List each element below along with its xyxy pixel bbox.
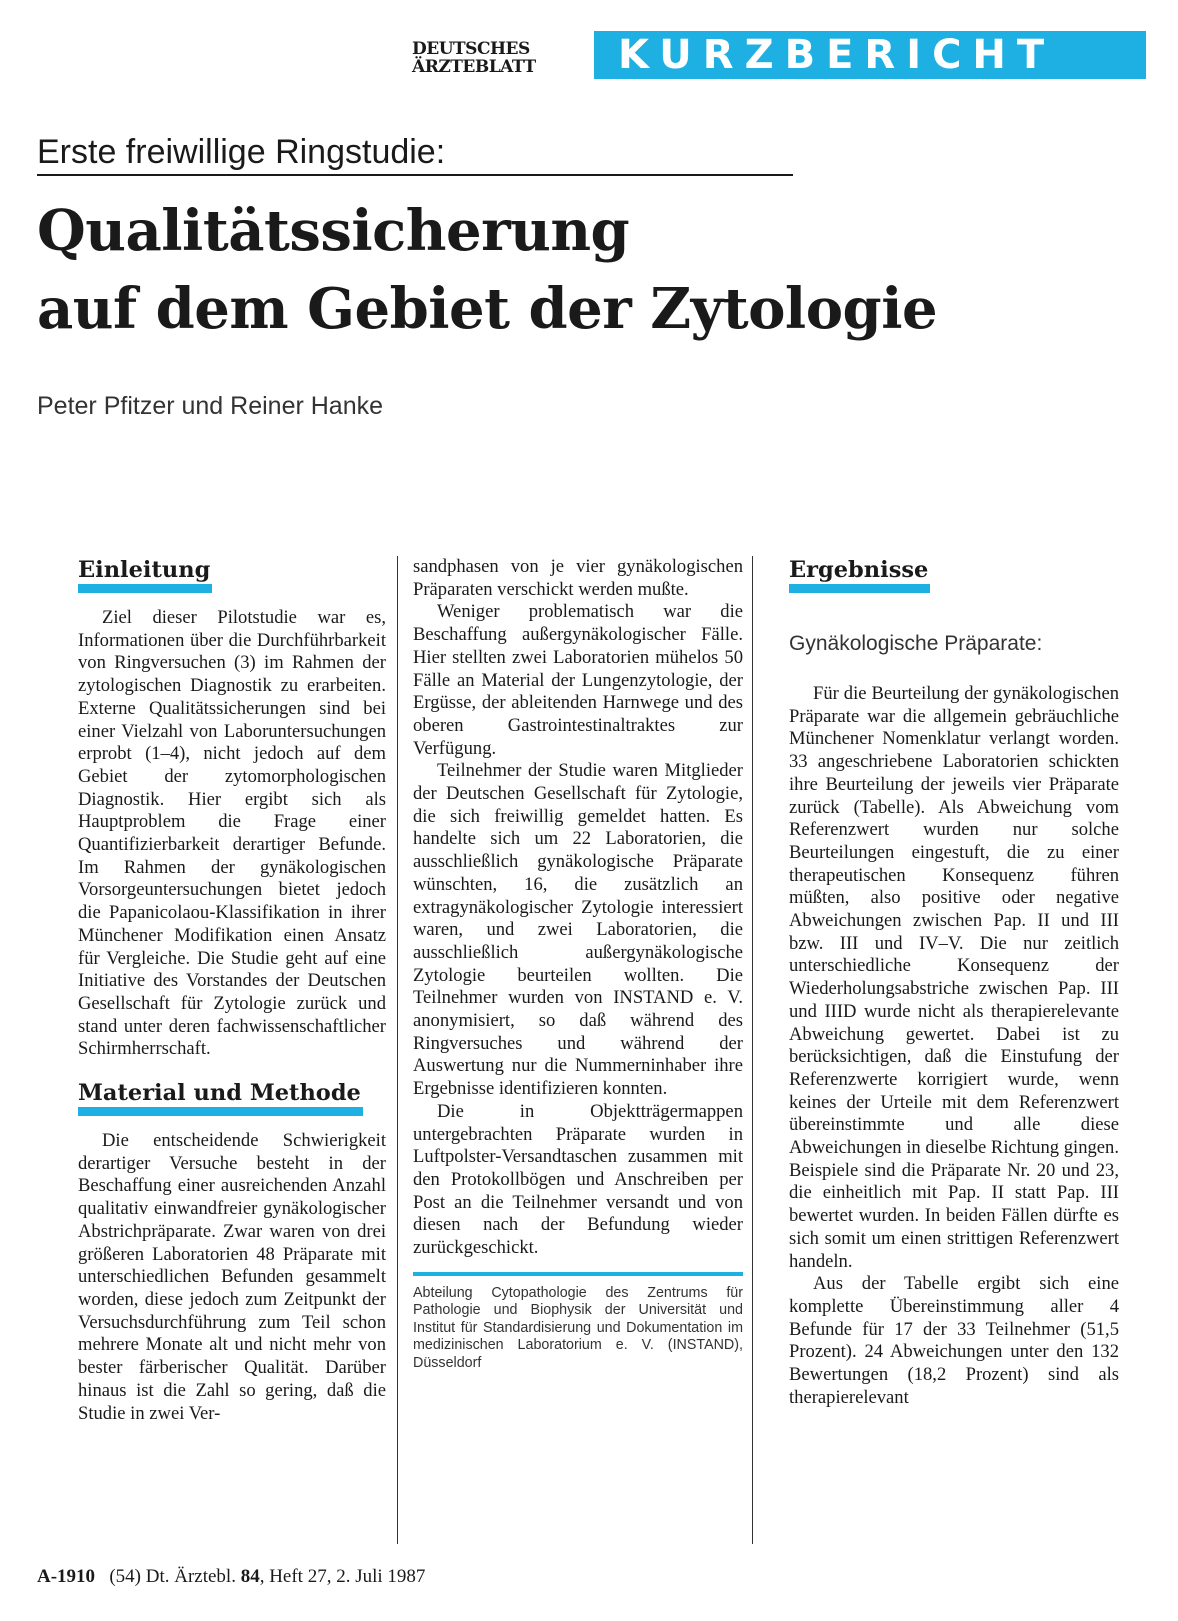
page-number: A-1910 (37, 1566, 96, 1587)
ergebnisse-paragraph-2: Aus der Tabelle ergibt sich eine komplette Übereinstimmung aller 4 Befunde für 17 der 33 Teilnehmer (51,5 Prozent). 24 Abweichungen unter den 132 Bewertungen (18,2 Prozent) sind als therapierelevant (789, 1273, 1119, 1408)
methode-paragraph-3: Teilnehmer der Studie waren Mitglieder der Deutschen Gesellschaft für Zytologie, die sich freiwillig gemeldet hatten. Es handelte sich um 22 Laboratorien, die ausschließlich gynäkologische Präparate wünschten, 16, die zusätzlich an extragynäkologischer Zytologie interessiert waren, und zwei Laboratorien, die ausschließlich außergynäkologische Zytologie beurteilen wollten. Die Teilnehmer wurden von INSTAND e. V. anonymisiert, so daß während des Ringversuches und während der Auswertung nur die Nummerninhaber ihre Ergebnisse identifizieren konnten. (413, 760, 743, 1100)
einleitung-paragraph: Ziel dieser Pilotstudie war es, Informationen über die Durchführbarkeit von Ringversuchen (3) im Rahmen der zytologischen Diagnostik zu erarbeiten. Externe Qualitätssicherungen sind bei einer Vielzahl von Laboruntersuchungen erprobt (1–4), nicht jedoch auf dem Gebiet der zytomorphologischen Diagnostik. Hier ergibt sich als Hauptproblem die Frage einer Quantifizierbarkeit derartiger Befunde. Im Rahmen der gynäkologischen Vorsorgeuntersuchungen bietet jedoch die Papanicolaou-Klassifikation in ihrer Münchener Modifikation einen Ansatz für Vergleiche. Die Studie geht auf eine Initiative des Vorstandes der Deutschen Gesellschaft für Zytologie zurück und stand unter deren fachwissenschaftlicher Schirmherrschaft. (78, 607, 386, 1060)
subheading-gynaekologische-praeparate: Gynäkologische Präparate: (789, 632, 1043, 655)
citation-volume: 84 (240, 1566, 260, 1587)
column-rule-left (397, 556, 398, 1544)
title-line-2: auf dem Gebiet der Zytologie (37, 276, 938, 342)
journal-name-line2: ÄRZTEBLATT (412, 57, 536, 77)
column-3 (789, 556, 1119, 1410)
methode-paragraph-4: Die in Objektträgermappen untergebrachten Präparate wurden in Luftpolster-Versandtaschen zusammen mit den Protokollbögen und Anschreiben per Post an die Teilnehmer versandt und von diesen nach der Befundung wieder zurückgeschickt. (413, 1100, 743, 1259)
methode-paragraph-1: Die entscheidende Schwierigkeit derartiger Versuche besteht in der Beschaffung einer ausreichenden Anzahl qualitativ einwandfreier gynäkologischer Abstrichpräparate. Zwar waren von drei größeren Laboratorien 48 Präparate mit unterschiedlichen Befunden gesammelt worden, diese jedoch zum Zeitpunkt der Versuchsdurchführung zum Teil schon mehrere Monate alt und nicht mehr von bester färberischer Qualität. Darüber hinaus ist die Zahl so gering, daß die Studie in zwei Ver- (78, 1130, 386, 1424)
methode-paragraph-2: Weniger problematisch war die Beschaffung außergynäkologischer Fälle. Hier stellten zwei Laboratorien mühelos 50 Fälle an Material der Lungenzytologie, der Ergüsse, der ableitenden Harnwege und des oberen Gastrointestinaltraktes zur Verfügung. (413, 601, 743, 759)
article-kicker: Erste freiwillige Ringstudie: (37, 130, 793, 176)
page-footer (37, 1566, 425, 1588)
ergebnisse-paragraph-1: Für die Beurteilung der gynäkologischen Präparate war die allgemein gebräuchliche Münchener Nomenklatur verlangt worden. 33 angeschriebene Laboratorien schickten ihre Beurteilung der jeweils vier Präparate zurück (Tabelle). Als Abweichung vom Referenzwert wurden nur solche Beurteilungen eingestuft, die zu einer therapeutischen Konsequenz führen müßten, also positive oder negative Abweichungen zwischen Pap. II und III bzw. III und IV–V. Die nur zeitlich unterschiedliche Konsequenz der Wiederholungsabstriche zwischen Pap. III und IIID wurde nicht als therapierelevante Abweichung gewertet. Dabei ist zu berücksichtigen, daß die Einstufung der Referenzwerte korrigiert wurde, wenn keines der Urteile mit dem Referenzwert übereinstimmte und alle diese Abweichungen in dieselbe Richtung gingen. Beispiele sind die Präparate Nr. 20 und 23, die einheitlich mit Pap. II statt Pap. III bewertet wurden. In beiden Fällen dürfte es sich somit um einen strittigen Referenzwert handeln. (789, 683, 1119, 1272)
citation-suffix: , Heft 27, 2. Juli 1987 (259, 1566, 426, 1587)
methode-paragraph-1-continued: sandphasen von je vier gynäkologischen Präparaten verschickt werden mußte. (413, 556, 743, 600)
section-banner: KURZBERICHT (594, 31, 1146, 79)
citation-prefix: (54) Dt. Ärztebl. (109, 1566, 236, 1587)
journal-masthead (412, 40, 552, 76)
heading-material-methode: Material und Methode (78, 1079, 363, 1116)
heading-ergebnisse: Ergebnisse (789, 556, 930, 593)
column-rule-right (752, 556, 753, 1544)
journal-name-line1: DEUTSCHES (412, 39, 530, 59)
author-affiliation: Abteilung Cytopathologie des Zentrums für Pathologie und Biophysik der Universität und Institut für Standardisierung und Dokumentation im medizinischen Laboratorium e. V. (INSTAND), Düsseldorf (413, 1272, 743, 1373)
column-1 (78, 556, 386, 1425)
article-authors: Peter Pfitzer und Reiner Hanke (37, 392, 384, 420)
column-2 (413, 556, 743, 1372)
article-title (37, 192, 1147, 348)
title-line-1: Qualitätssicherung (37, 198, 630, 264)
heading-einleitung: Einleitung (78, 556, 212, 593)
